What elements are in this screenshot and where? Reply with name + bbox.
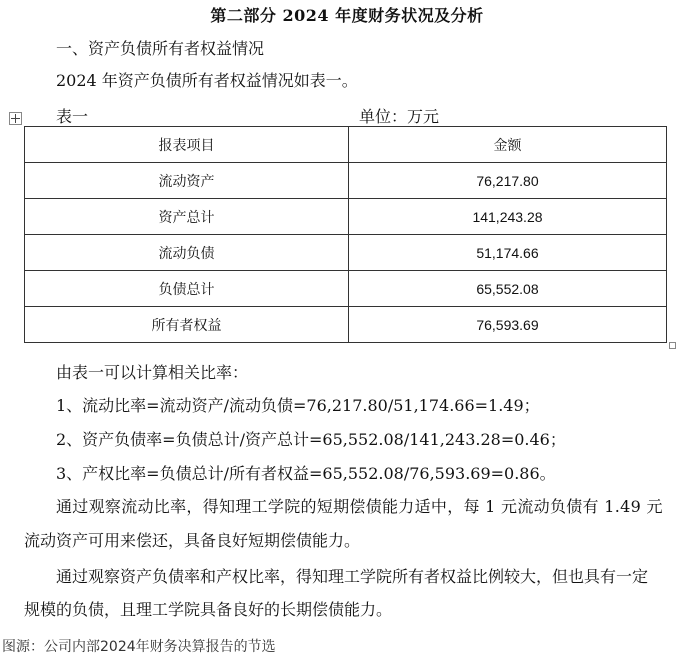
- section-heading: 一、资产负债所有者权益情况: [56, 39, 265, 58]
- row-amount: 141,243.28: [349, 199, 667, 235]
- row-item: 流动资产: [25, 163, 349, 199]
- paragraph-2-line-2: 规模的负债，且理工学院具备良好的长期偿债能力。: [24, 600, 393, 619]
- row-item: 所有者权益: [25, 307, 349, 343]
- ratio-line: 1、流动比率=流动资产/流动负债=76,217.80/51,174.66=1.49；: [56, 396, 540, 415]
- header-amount: 金额: [349, 127, 667, 163]
- unit-label: 单位：万元: [359, 107, 440, 126]
- header-item: 报表项目: [25, 127, 349, 163]
- table-row: [25, 271, 667, 307]
- table-row: [25, 235, 667, 271]
- table-label: 表一: [56, 107, 89, 126]
- table-header-row: [25, 127, 667, 163]
- paragraph-1-line-1: 通过观察流动比率，得知理工学院的短期偿债能力适中，每 1 元流动负债有 1.49 元: [56, 497, 663, 516]
- ratio-line: 3、产权比率=负债总计/所有者权益=65,552.08/76,593.69=0.86。: [56, 464, 556, 483]
- table-row: [25, 199, 667, 235]
- row-item: 资产总计: [25, 199, 349, 235]
- intro-text: 2024 年资产负债所有者权益情况如表一。: [56, 71, 358, 90]
- row-item: 流动负债: [25, 235, 349, 271]
- row-amount: 76,217.80: [349, 163, 667, 199]
- table-row: [25, 307, 667, 343]
- table-move-handle-icon[interactable]: [9, 112, 22, 125]
- source-caption: 图源：公司内部2024年财务决算报告的节选: [2, 639, 276, 655]
- paragraph-1-line-2: 流动资产可用来偿还，具备良好短期偿债能力。: [24, 531, 361, 550]
- row-amount: 65,552.08: [349, 271, 667, 307]
- paragraph-2-line-1: 通过观察资产负债率和产权比率，得知理工学院所有者权益比例较大，但也具有一定: [56, 567, 649, 586]
- ratio-line: 2、资产负债率=负债总计/资产总计=65,552.08/141,243.28=0.46；: [56, 430, 566, 449]
- ratios-intro: 由表一可以计算相关比率：: [56, 363, 249, 382]
- row-amount: 51,174.66: [349, 235, 667, 271]
- row-item: 负债总计: [25, 271, 349, 307]
- table-resize-handle[interactable]: [669, 342, 676, 349]
- row-amount: 76,593.69: [349, 307, 667, 343]
- financial-table: [24, 126, 667, 343]
- document-title: 第二部分 2024 年度财务状况及分析: [210, 6, 484, 25]
- table-row: [25, 163, 667, 199]
